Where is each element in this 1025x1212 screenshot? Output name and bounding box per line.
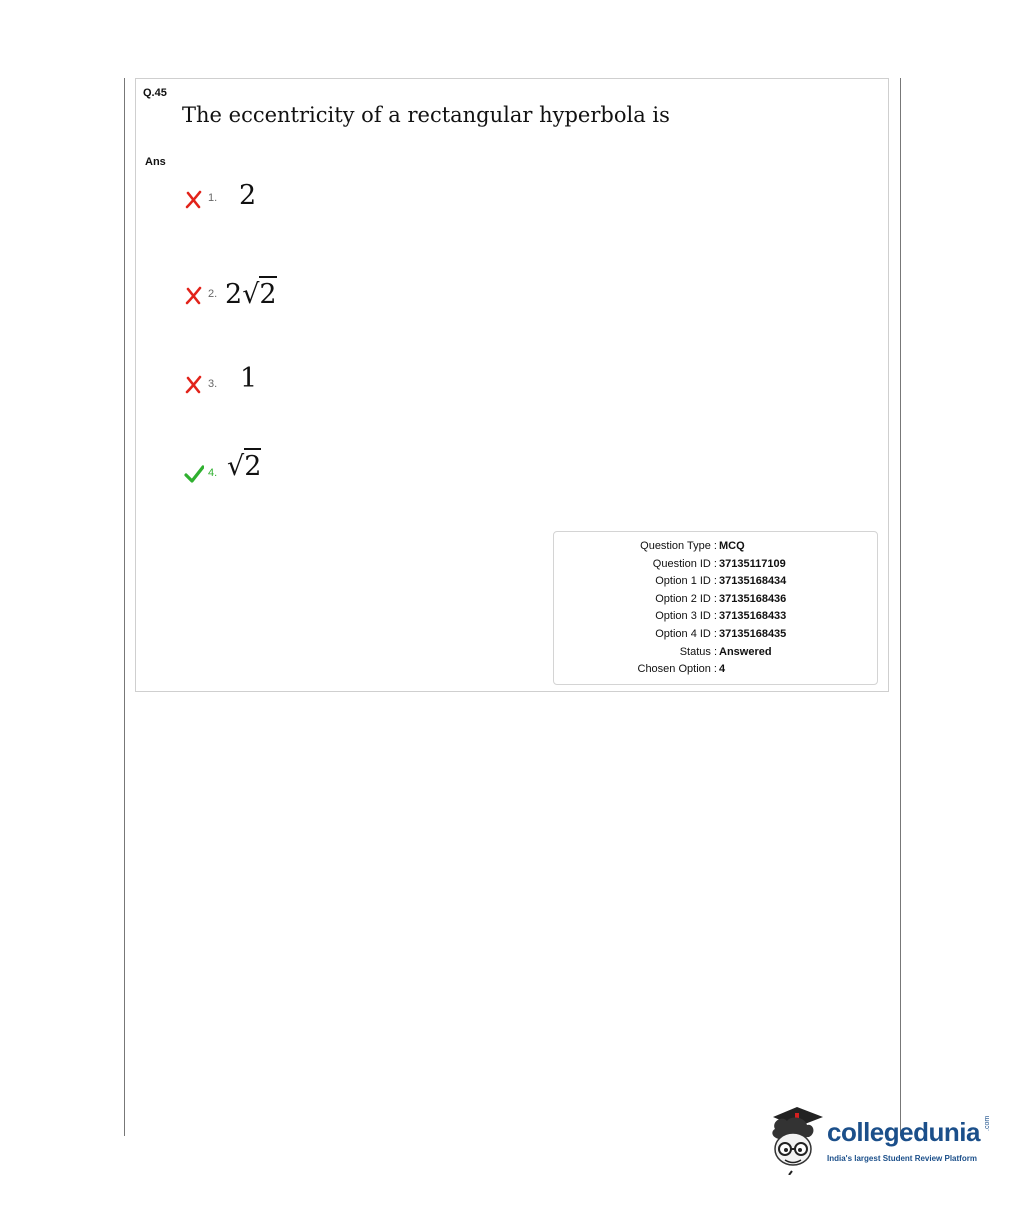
detail-option1-id: Option 1 ID : 37135168434 (655, 575, 787, 587)
brand-wordmark: collegedunia (827, 1117, 980, 1147)
detail-status: Status : Answered (679, 646, 772, 658)
right-margin-rule (900, 78, 901, 1136)
question-details-box (553, 531, 878, 685)
answer-label: Ans (145, 156, 166, 168)
option-number: 4. (208, 467, 218, 479)
sqrt-radicand: 2 (244, 448, 261, 482)
option-value (227, 451, 261, 482)
wrong-cross-icon (184, 190, 204, 210)
option-number: 3. (208, 378, 218, 390)
question-number: Q.45 (143, 87, 167, 99)
question-text: The eccentricity of a rectangular hyperbola is (182, 103, 670, 127)
detail-chosen-option: Chosen Option : 4 (637, 663, 726, 675)
detail-question-type: Question Type : MCQ (640, 540, 745, 552)
mascot-icon (765, 1103, 827, 1175)
detail-option2-id: Option 2 ID : 37135168436 (655, 593, 787, 605)
option-number: 2. (208, 288, 218, 300)
collegedunia-logo (765, 1103, 995, 1175)
detail-question-id: Question ID : 37135117109 (652, 558, 786, 570)
wrong-cross-icon (184, 286, 204, 306)
option-value (225, 279, 277, 310)
sqrt-sign: √ (227, 451, 245, 482)
wrong-cross-icon (184, 375, 204, 395)
brand-tagline: India's largest Student Review Platform (827, 1154, 977, 1163)
option-value: 2 (239, 180, 257, 211)
option-number: 1. (208, 192, 218, 204)
sqrt-radicand: 2 (259, 276, 276, 310)
brand-suffix: .com (984, 1115, 991, 1131)
detail-option3-id: Option 3 ID : 37135168433 (655, 610, 787, 622)
correct-check-icon (184, 464, 204, 484)
left-margin-rule (124, 78, 125, 1136)
detail-option4-id: Option 4 ID : 37135168435 (655, 628, 787, 640)
option-value: 1 (240, 363, 258, 394)
sqrt-sign: √ (242, 279, 260, 310)
sqrt-coefficient: 2 (225, 279, 243, 310)
